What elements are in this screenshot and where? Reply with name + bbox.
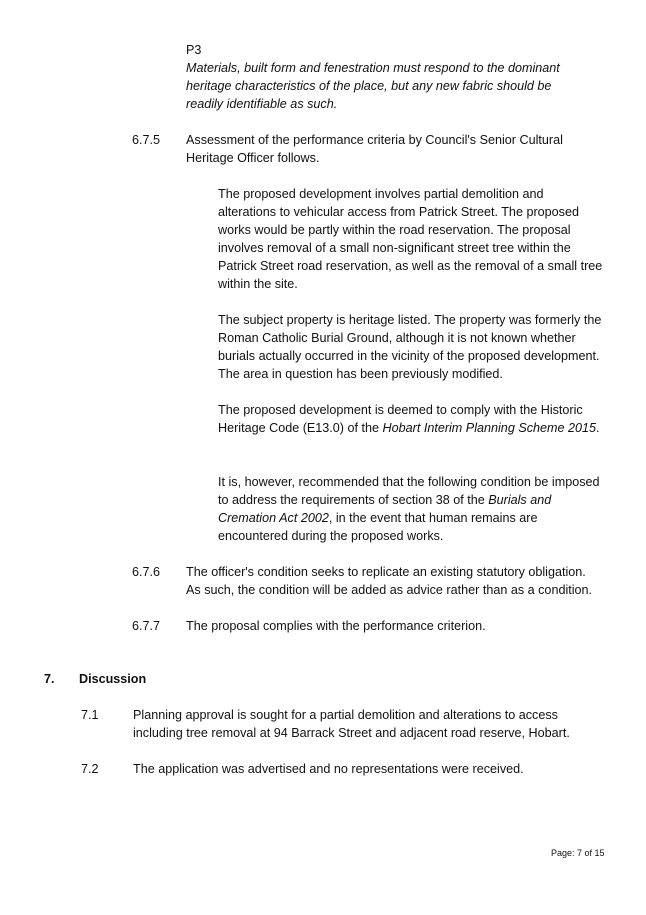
p3-text: Materials, built form and fenestration must respond to the dominant heritage characteristics of the place, but any new fabric should be readily identifiable as such. [186, 61, 560, 111]
section-6-7-7-number: 6.7.7 [132, 619, 161, 633]
planning-scheme-title: Hobart Interim Planning Scheme 2015 [382, 421, 597, 435]
section-6-7-6-number: 6.7.6 [132, 565, 161, 579]
assessment-paragraph-4 [218, 473, 603, 545]
discussion-number: 7. [44, 672, 55, 686]
assessment-paragraph-4-text: It is, however, recommended that the following condition be imposed to address the requirements of section 38 of the [218, 475, 600, 507]
section-6-7-6-text: The officer's condition seeks to replicate an existing statutory obligation. As such, the condition will be added as advice rather than as a condition. [186, 565, 593, 597]
assessment-paragraph-2: The subject property is heritage listed. The property was formerly the Roman Catholic Burial Ground, although it is not known whether burials actually occurred in the vicinity of the proposed development. The area in question has been previously modified. [218, 313, 602, 381]
assessment-paragraph-1: The proposed development involves partial demolition and alterations to vehicular access from Patrick Street. The proposed works would be partly within the road reservation. The proposal involves removal of a small non-significant street tree within the Patrick Street road reservation, as well as the removal of a small tree within the site. [218, 187, 603, 291]
p3-label: P3 [186, 43, 202, 57]
discussion-item-text: The application was advertised and no representations were received. [133, 762, 524, 776]
discussion-item-number: 7.2 [81, 762, 99, 776]
discussion-item-text: Planning approval is sought for a partial demolition and alterations to access including tree removal at 94 Barrack Street and adjacent road reserve, Hobart. [133, 708, 570, 740]
assessment-paragraph-4-end: , in the event that human remains are encountered during the proposed works. [218, 511, 538, 543]
page-number: Page: 7 of 15 [551, 848, 605, 858]
assessment-paragraph-3 [218, 401, 603, 437]
section-6-7-7-text: The proposal complies with the performance criterion. [186, 619, 486, 633]
burials-act-title: Burials and Cremation Act 2002 [218, 493, 552, 525]
assessment-paragraph-3-text: The proposed development is deemed to comply with the Historic Heritage Code (E13.0) of the [218, 403, 583, 435]
discussion-item-number: 7.1 [81, 708, 99, 722]
assessment-paragraph-3-end: . [596, 421, 600, 435]
section-6-7-5-text: Assessment of the performance criteria by Council's Senior Cultural Heritage Officer follows. [186, 133, 563, 165]
section-6-7-5-number: 6.7.5 [132, 133, 161, 147]
discussion-heading: Discussion [79, 672, 147, 686]
